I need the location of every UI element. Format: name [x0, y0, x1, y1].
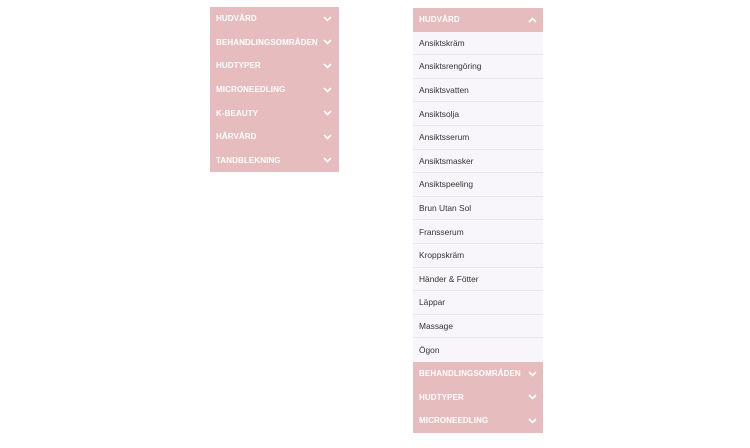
category-hudtyper[interactable]: [210, 54, 339, 78]
subcategory-item[interactable]: Massage: [413, 315, 543, 339]
subcategory-item[interactable]: Brun Utan Sol: [413, 197, 543, 221]
category-hudvard[interactable]: [210, 7, 339, 31]
chevron-down-icon[interactable]: [526, 391, 538, 403]
category-label: HUDVÅRD: [216, 14, 257, 24]
chevron-down-icon[interactable]: [526, 415, 538, 427]
category-tandblekning[interactable]: [210, 149, 339, 173]
category-menu-expanded: [413, 8, 543, 433]
subcategory-item[interactable]: Ögon: [419, 345, 440, 356]
chevron-down-icon[interactable]: [321, 107, 333, 119]
subcategory-item[interactable]: Ansiktsvatten: [413, 79, 543, 103]
subcategory-item[interactable]: Ansiktspeeling: [413, 173, 543, 197]
subcategory-item[interactable]: Ansiktsmasker: [413, 150, 543, 174]
category-label: HUDTYPER: [216, 61, 261, 71]
category-harvard[interactable]: [210, 125, 339, 149]
subcategory-item[interactable]: Ansiktsolja: [413, 102, 543, 126]
chevron-down-icon[interactable]: [321, 13, 333, 25]
chevron-down-icon[interactable]: [321, 131, 333, 143]
subcategory-item[interactable]: Läppar: [413, 291, 543, 315]
category-label: TANDBLEKNING: [216, 155, 281, 165]
subcategory-item[interactable]: Ansiktsrengöring: [413, 55, 543, 79]
category-hudtyper[interactable]: [413, 386, 543, 410]
category-microneedling[interactable]: [413, 409, 543, 433]
category-label: HÅRVÅRD: [216, 132, 257, 142]
chevron-up-icon[interactable]: [526, 14, 538, 26]
category-k-beauty[interactable]: [210, 101, 339, 125]
chevron-down-icon[interactable]: [321, 84, 333, 96]
chevron-down-icon[interactable]: [321, 36, 333, 48]
subcategory-item[interactable]: Kroppskräm: [413, 244, 543, 268]
category-label: MICRONEEDLING: [216, 85, 286, 95]
category-label: HUDTYPER: [419, 392, 464, 402]
category-behandlingsomraden[interactable]: [413, 362, 543, 386]
subcategory-item[interactable]: Fransserum: [413, 220, 543, 244]
category-label: HUDVÅRD: [419, 15, 460, 25]
chevron-down-icon[interactable]: [321, 60, 333, 72]
subcategory-list: [413, 32, 543, 362]
category-menu-collapsed: [210, 7, 339, 172]
category-label: BEHANDLINGSOMRÅDEN: [216, 37, 318, 47]
subcategory-item[interactable]: Händer & Fötter: [413, 268, 543, 292]
category-label: MICRONEEDLING: [419, 416, 489, 426]
chevron-down-icon[interactable]: [526, 368, 538, 380]
subcategory-item[interactable]: Ansiktsserum: [413, 126, 543, 150]
category-behandlingsomraden[interactable]: [210, 31, 339, 55]
chevron-down-icon[interactable]: [321, 154, 333, 166]
category-microneedling[interactable]: [210, 78, 339, 102]
category-hudvard-open[interactable]: [413, 8, 543, 32]
category-label: K-BEAUTY: [216, 108, 259, 118]
subcategory-item[interactable]: Ansiktskräm: [413, 32, 543, 56]
category-label: BEHANDLINGSOMRÅDEN: [419, 369, 521, 379]
